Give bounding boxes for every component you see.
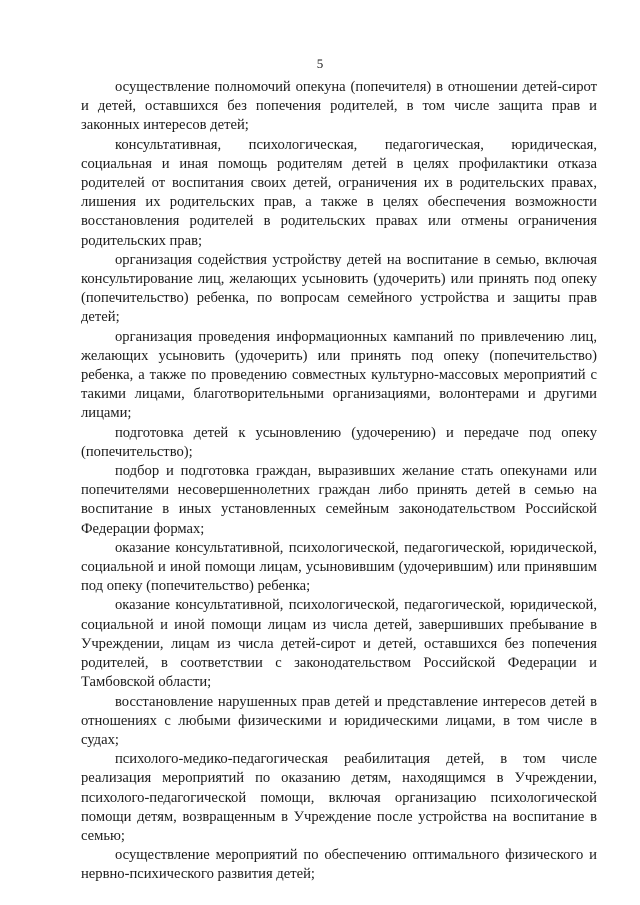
paragraph-graduate-assistance: оказание консультативной, психологической, педагогической, юридической, социальной и иной помощи лицам из числа детей, завершивших пребывание в Учреждении, лицам из числа детей-сирот и детей, оставшихся без попечения родителей, в соответствии с законодательством Российской Федерации и Тамбовской области;: [81, 597, 597, 691]
paragraph-development-measures: осуществление мероприятий по обеспечению оптимального физического и нервно-психического развития детей;: [81, 847, 597, 883]
paragraph-citizen-selection: подбор и подготовка граждан, выразивших желание стать опекунами или попечителями несовершеннолетних граждан либо принять детей в семью на воспитание в иных установленных семейным законодательством Российской Федерации формах;: [81, 463, 597, 537]
page-number: 5: [316, 56, 324, 71]
paragraph-parent-assistance: консультативная, психологическая, педагогическая, юридическая, социальная и иная помощь родителям детей в целях профилактики отказа родителей от воспитания своих детей, ограничения их в родительских правах, лишения их родительских прав, а также в целях обеспечения возможности восстановления родителей в родительских правах или отмены ограничения родительских прав;: [81, 136, 597, 249]
paragraph-family-placement-support: организация содействия устройству детей на воспитание в семью, включая консультирование лиц, желающих усыновить (удочерить) или принять под опеку (попечительство) ребенка, по вопросам семейного устройства и защиты прав детей;: [81, 251, 597, 326]
paragraph-rehabilitation: психолого-медико-педагогическая реабилитация детей, в том числе реализация мероприятий по оказанию детям, находящимся в Учреждении, психолого-педагогической помощи, включая организацию психологической помощи детям, возвращенным в Учреждение после устройства на воспитание в семью;: [81, 751, 597, 844]
paragraph-rights-restoration: восстановление нарушенных прав детей и представление интересов детей в отношениях с любыми физическими и юридическими лицами, в том числе в судах;: [81, 693, 597, 748]
paragraph-adoptive-parent-help: оказание консультативной, психологической, педагогической, юридической, социальной и иной помощи лицам, усыновившим (удочерившим) или принявшим под опеку (попечительство) ребенка;: [81, 539, 597, 595]
paragraph-child-preparation: подготовка детей к усыновлению (удочерению) и передаче под опеку (попечительство);: [81, 424, 597, 460]
paragraph-information-campaigns: организация проведения информационных кампаний по привлечению лиц, желающих усыновить (удочерить) или принять под опеку (попечительство) ребенка, а также по проведению совместных культурно-массовых мероприятий с такими лицами, благотворительными организациями, волонтерами и другими лицами;: [81, 328, 597, 422]
paragraph-guardian-powers: осуществление полномочий опекуна (попечителя) в отношении детей-сирот и детей, оставшихся без попечения родителей, в том числе защита прав и законных интересов детей;: [81, 79, 597, 134]
document-body: [81, 78, 597, 885]
